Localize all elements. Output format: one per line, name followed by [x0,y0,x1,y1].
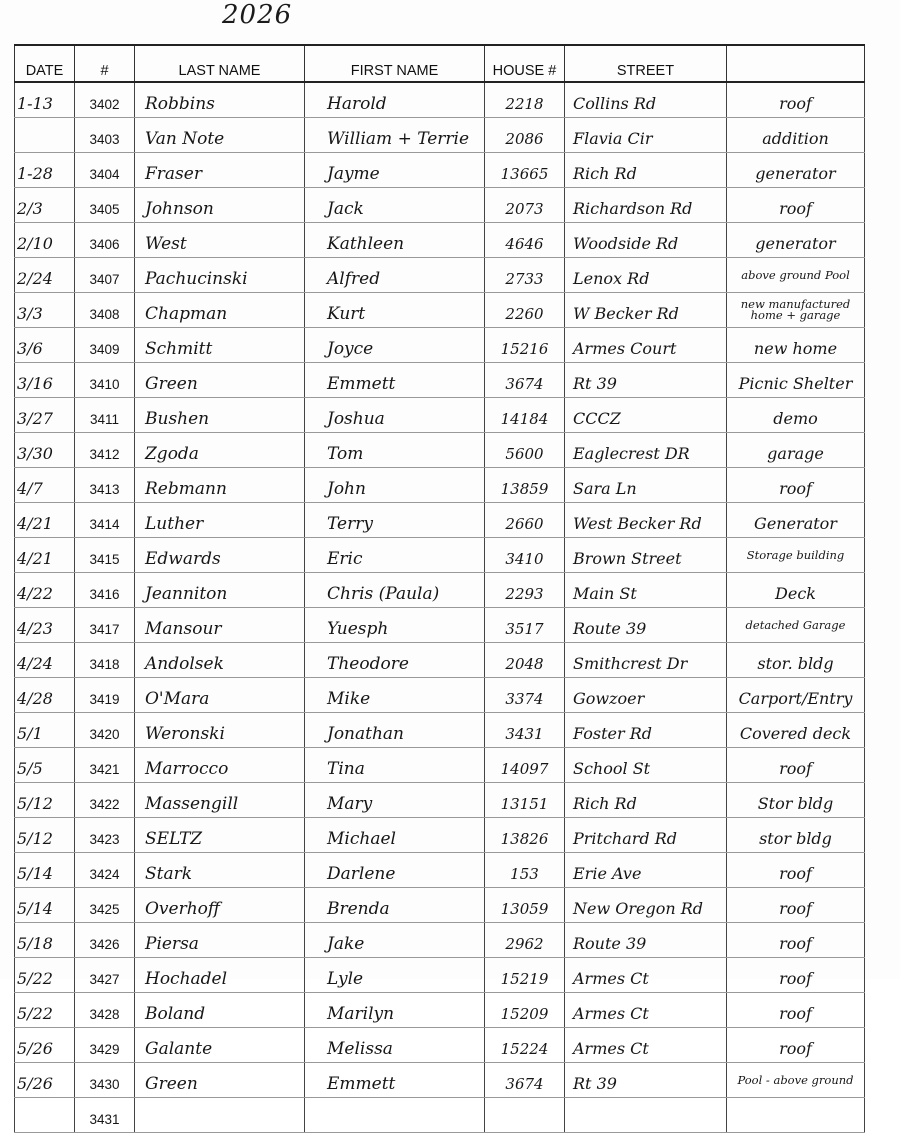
header-row [15,45,865,82]
table-row [15,748,865,783]
entry-house-number: 13859 [485,468,565,503]
entry-work: stor. bldg [727,643,865,678]
entry-house-number: 14097 [485,748,565,783]
table-row [15,223,865,258]
header-street: STREET [565,45,727,82]
entry-work: roof [727,748,865,783]
entry-house-number: 2073 [485,188,565,223]
entry-house-number: 3410 [485,538,565,573]
entry-first-name: Theodore [305,643,485,678]
entry-first-name: Emmett [305,363,485,398]
entry-work: roof [727,82,865,118]
entry-date: 4/23 [15,608,75,643]
entry-first-name: Darlene [305,853,485,888]
entry-number: 3414 [75,503,135,538]
table-row [15,293,865,328]
entry-date [15,118,75,153]
entry-date: 4/22 [15,573,75,608]
entry-date: 5/14 [15,888,75,923]
entry-work: garage [727,433,865,468]
table-row [15,468,865,503]
entry-last-name: Bushen [135,398,305,433]
entry-last-name: SELTZ [135,818,305,853]
entry-work: stor bldg [727,818,865,853]
entry-number: 3411 [75,398,135,433]
table-row [15,958,865,993]
header-last-name: LAST NAME [135,45,305,82]
entry-number: 3415 [75,538,135,573]
entry-first-name: Melissa [305,1028,485,1063]
entry-date: 4/7 [15,468,75,503]
entry-work: Picnic Shelter [727,363,865,398]
table-row [15,853,865,888]
entry-last-name: Stark [135,853,305,888]
entry-last-name: Jeanniton [135,573,305,608]
entry-last-name: Weronski [135,713,305,748]
entry-house-number: 153 [485,853,565,888]
entry-last-name: Marrocco [135,748,305,783]
entry-number: 3426 [75,923,135,958]
entry-first-name: Kurt [305,293,485,328]
entry-last-name: Van Note [135,118,305,153]
table-row [15,993,865,1028]
entry-number: 3431 [75,1098,135,1133]
entry-house-number: 2962 [485,923,565,958]
header-number: # [75,45,135,82]
entry-street: Collins Rd [565,82,727,118]
entry-street: Rt 39 [565,1063,727,1098]
entry-number: 3425 [75,888,135,923]
entry-first-name: Brenda [305,888,485,923]
entry-number: 3420 [75,713,135,748]
entry-house-number: 2086 [485,118,565,153]
entry-date: 2/3 [15,188,75,223]
entry-first-name: Lyle [305,958,485,993]
table-row [15,82,865,118]
table-row [15,258,865,293]
entry-date: 4/28 [15,678,75,713]
entry-house-number: 3674 [485,1063,565,1098]
table-row [15,153,865,188]
header-house-number: HOUSE # [485,45,565,82]
entry-work: roof [727,923,865,958]
entry-house-number: 3431 [485,713,565,748]
entry-first-name: Yuesph [305,608,485,643]
table-row [15,818,865,853]
table-row [15,888,865,923]
entry-number: 3430 [75,1063,135,1098]
entry-number: 3404 [75,153,135,188]
entry-house-number: 2048 [485,643,565,678]
entry-last-name: Mansour [135,608,305,643]
entry-first-name: John [305,468,485,503]
entry-first-name: Michael [305,818,485,853]
entry-last-name: Overhoff [135,888,305,923]
entry-first-name: Emmett [305,1063,485,1098]
entry-date: 5/14 [15,853,75,888]
table-row [15,923,865,958]
entry-first-name: Jayme [305,153,485,188]
entry-date: 2/10 [15,223,75,258]
table-row [15,713,865,748]
entry-last-name: Pachucinski [135,258,305,293]
entry-work: roof [727,1028,865,1063]
entry-date: 5/12 [15,783,75,818]
entry-date: 3/16 [15,363,75,398]
entry-house-number: 13151 [485,783,565,818]
table-row [15,363,865,398]
entry-date: 3/3 [15,293,75,328]
entry-street: Armes Ct [565,958,727,993]
entry-street: Sara Ln [565,468,727,503]
entry-last-name: Galante [135,1028,305,1063]
entry-last-name: Schmitt [135,328,305,363]
entry-work [727,1098,865,1133]
entry-street: Richardson Rd [565,188,727,223]
entry-first-name: Kathleen [305,223,485,258]
entry-street: Lenox Rd [565,258,727,293]
entry-street: School St [565,748,727,783]
table-row [15,503,865,538]
entry-street: Route 39 [565,608,727,643]
entry-first-name: Jack [305,188,485,223]
table-row [15,1098,865,1133]
entry-work: Stor bldg [727,783,865,818]
table-row [15,783,865,818]
entry-first-name [305,1098,485,1133]
entry-first-name: Joshua [305,398,485,433]
table-row [15,433,865,468]
header-first-name: FIRST NAME [305,45,485,82]
entry-house-number: 15216 [485,328,565,363]
entry-street: Armes Court [565,328,727,363]
entry-last-name: Green [135,1063,305,1098]
entry-last-name: Johnson [135,188,305,223]
entry-work: roof [727,853,865,888]
table-row [15,608,865,643]
entry-date: 5/22 [15,993,75,1028]
entry-number: 3408 [75,293,135,328]
entry-number: 3417 [75,608,135,643]
entry-last-name: Edwards [135,538,305,573]
entry-number: 3422 [75,783,135,818]
entry-house-number: 15209 [485,993,565,1028]
entry-first-name: Marilyn [305,993,485,1028]
header-work [727,45,865,82]
entry-street: Erie Ave [565,853,727,888]
table-row [15,538,865,573]
entry-date [15,1098,75,1133]
entry-street: New Oregon Rd [565,888,727,923]
entry-last-name: West [135,223,305,258]
entry-first-name: Alfred [305,258,485,293]
entry-number: 3406 [75,223,135,258]
entry-date: 5/12 [15,818,75,853]
entry-last-name: Luther [135,503,305,538]
table-row [15,643,865,678]
table-row [15,398,865,433]
entry-house-number: 3374 [485,678,565,713]
entry-street: W Becker Rd [565,293,727,328]
entry-work: generator [727,153,865,188]
entry-last-name: Green [135,363,305,398]
entry-street: Smithcrest Dr [565,643,727,678]
entry-street: Route 39 [565,923,727,958]
entry-street: Rich Rd [565,153,727,188]
entry-number: 3418 [75,643,135,678]
entry-house-number: 2293 [485,573,565,608]
entry-house-number: 15219 [485,958,565,993]
entry-first-name: Eric [305,538,485,573]
entry-house-number: 4646 [485,223,565,258]
table-row [15,1063,865,1098]
entry-last-name: Piersa [135,923,305,958]
entry-number: 3419 [75,678,135,713]
entry-date: 2/24 [15,258,75,293]
entry-street: Eaglecrest DR [565,433,727,468]
table-row [15,188,865,223]
entry-date: 3/27 [15,398,75,433]
entry-street: CCCZ [565,398,727,433]
entry-house-number: 14184 [485,398,565,433]
entry-first-name: Mary [305,783,485,818]
entry-number: 3416 [75,573,135,608]
entry-work: Generator [727,503,865,538]
table-row [15,328,865,363]
entry-date: 4/21 [15,503,75,538]
entry-street: Woodside Rd [565,223,727,258]
entry-first-name: Terry [305,503,485,538]
entry-work: Carport/Entry [727,678,865,713]
entry-street: Armes Ct [565,993,727,1028]
entry-number: 3407 [75,258,135,293]
entry-street: Rich Rd [565,783,727,818]
entry-date: 5/1 [15,713,75,748]
entry-date: 1-28 [15,153,75,188]
entry-work: roof [727,468,865,503]
entry-last-name: Massengill [135,783,305,818]
entry-date: 4/21 [15,538,75,573]
entry-house-number: 2733 [485,258,565,293]
entry-number: 3423 [75,818,135,853]
table-row [15,1028,865,1063]
entry-first-name: Harold [305,82,485,118]
entry-house-number: 3517 [485,608,565,643]
entry-first-name: Jake [305,923,485,958]
entry-street: Flavia Cir [565,118,727,153]
entry-last-name [135,1098,305,1133]
entry-work: roof [727,888,865,923]
entry-date: 3/30 [15,433,75,468]
entry-work: Pool - above ground [727,1063,865,1098]
entry-number: 3405 [75,188,135,223]
entry-work: roof [727,993,865,1028]
entry-number: 3424 [75,853,135,888]
entry-first-name: Tom [305,433,485,468]
entry-first-name: Jonathan [305,713,485,748]
entry-first-name: Joyce [305,328,485,363]
entry-date: 5/22 [15,958,75,993]
entry-date: 5/18 [15,923,75,958]
entry-number: 3410 [75,363,135,398]
entry-street: Main St [565,573,727,608]
entry-house-number: 15224 [485,1028,565,1063]
entry-work: new home [727,328,865,363]
entry-number: 3413 [75,468,135,503]
entry-first-name: Tina [305,748,485,783]
entry-house-number: 13826 [485,818,565,853]
entry-number: 3403 [75,118,135,153]
entry-date: 5/26 [15,1028,75,1063]
header-date: DATE [15,45,75,82]
entry-date: 1-13 [15,82,75,118]
entry-number: 3409 [75,328,135,363]
entry-work: roof [727,188,865,223]
entry-work: new manufactured home + garage [727,293,865,328]
entry-street: West Becker Rd [565,503,727,538]
entry-work: roof [727,958,865,993]
entry-house-number: 2218 [485,82,565,118]
entry-last-name: Fraser [135,153,305,188]
entry-number: 3429 [75,1028,135,1063]
entry-last-name: Hochadel [135,958,305,993]
entry-work: demo [727,398,865,433]
entry-house-number: 2660 [485,503,565,538]
entry-date: 3/6 [15,328,75,363]
table-row [15,118,865,153]
entry-number: 3427 [75,958,135,993]
table-row [15,678,865,713]
entry-street: Brown Street [565,538,727,573]
permit-log-table [14,44,865,1133]
entry-work: generator [727,223,865,258]
entry-first-name: Mike [305,678,485,713]
entry-street [565,1098,727,1133]
entry-street: Armes Ct [565,1028,727,1063]
entry-house-number: 13665 [485,153,565,188]
entry-work: Storage building [727,538,865,573]
entry-number: 3412 [75,433,135,468]
entry-last-name: Rebmann [135,468,305,503]
entry-last-name: O'Mara [135,678,305,713]
entry-number: 3402 [75,82,135,118]
entry-house-number [485,1098,565,1133]
entry-house-number: 13059 [485,888,565,923]
entry-last-name: Robbins [135,82,305,118]
entry-date: 5/26 [15,1063,75,1098]
entry-house-number: 2260 [485,293,565,328]
year-heading: 2026 [222,0,293,30]
entry-date: 5/5 [15,748,75,783]
log-body [15,82,865,1133]
entry-street: Gowzoer [565,678,727,713]
entry-number: 3421 [75,748,135,783]
entry-street: Pritchard Rd [565,818,727,853]
entry-work: above ground Pool [727,258,865,293]
entry-last-name: Chapman [135,293,305,328]
entry-house-number: 5600 [485,433,565,468]
entry-work: Covered deck [727,713,865,748]
entry-date: 4/24 [15,643,75,678]
entry-first-name: Chris (Paula) [305,573,485,608]
entry-street: Foster Rd [565,713,727,748]
entry-work: addition [727,118,865,153]
entry-work: detached Garage [727,608,865,643]
entry-last-name: Zgoda [135,433,305,468]
entry-house-number: 3674 [485,363,565,398]
entry-number: 3428 [75,993,135,1028]
table-row [15,573,865,608]
entry-street: Rt 39 [565,363,727,398]
entry-work: Deck [727,573,865,608]
entry-last-name: Andolsek [135,643,305,678]
entry-last-name: Boland [135,993,305,1028]
entry-first-name: William + Terrie [305,118,485,153]
